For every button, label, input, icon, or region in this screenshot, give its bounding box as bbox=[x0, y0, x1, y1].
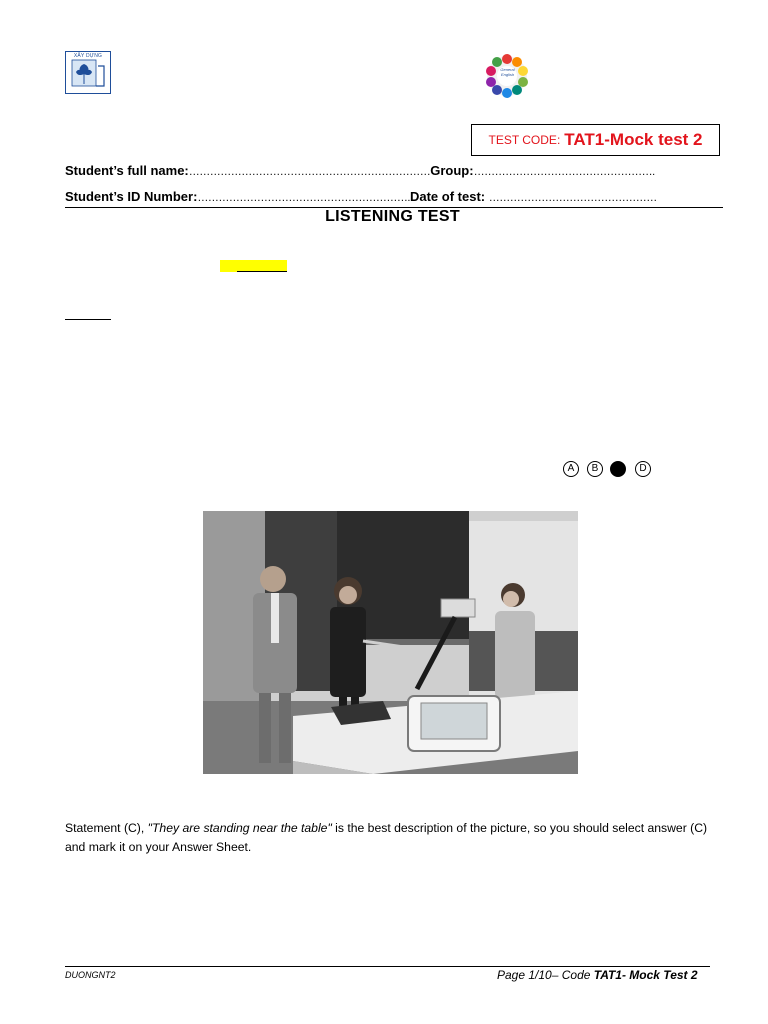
footer-divider bbox=[65, 966, 710, 967]
footer-author: DUONGNT2 bbox=[65, 970, 116, 980]
answer-bubble-d: D bbox=[635, 461, 651, 477]
footer-code-text: TAT1- Mock Test 2 bbox=[593, 968, 698, 982]
underline-mark bbox=[237, 271, 287, 272]
date-of-test-dots: ………………………………………… bbox=[488, 192, 657, 204]
student-name-line bbox=[65, 163, 655, 178]
test-code-value: TAT1-Mock test 2 bbox=[564, 130, 703, 149]
statement-suffix: is the best description of the picture, so you should select answer (C) and mark it on your Answer Sheet. bbox=[65, 821, 708, 854]
student-name-dots: …………………………………………………………… bbox=[188, 166, 431, 178]
university-logo-caption: XÂY DỰNG bbox=[73, 53, 103, 59]
student-name-label: Student’s full name: bbox=[65, 163, 189, 178]
student-id-line bbox=[65, 189, 657, 204]
test-code-label: TEST CODE: bbox=[488, 133, 561, 147]
general-english-logo bbox=[482, 54, 532, 98]
answer-bubble-c-selected: C bbox=[610, 461, 626, 477]
footer-page-info bbox=[497, 968, 698, 982]
general-english-logo-text: General English bbox=[500, 67, 515, 77]
university-logo bbox=[65, 51, 111, 94]
student-id-dots: ……………………………………………………. bbox=[197, 192, 410, 204]
group-label: Group: bbox=[430, 163, 474, 178]
answer-bubble-a: A bbox=[563, 461, 579, 477]
section-title: LISTENING TEST bbox=[325, 208, 460, 225]
answer-bubble-b: B bbox=[587, 461, 603, 477]
underline-mark-short bbox=[65, 319, 111, 320]
footer-page-text: Page 1/10– Code bbox=[497, 968, 594, 982]
statement-quote: "They are standing near the table" bbox=[147, 821, 332, 835]
group-dots: ……………………………………………. bbox=[473, 166, 655, 178]
example-photo bbox=[203, 511, 578, 774]
statement-paragraph bbox=[65, 819, 730, 857]
student-id-label: Student’s ID Number: bbox=[65, 189, 198, 204]
date-of-test-label: Date of test: bbox=[409, 189, 486, 204]
statement-prefix: Statement (C), bbox=[65, 821, 148, 835]
test-code-box bbox=[471, 124, 720, 156]
